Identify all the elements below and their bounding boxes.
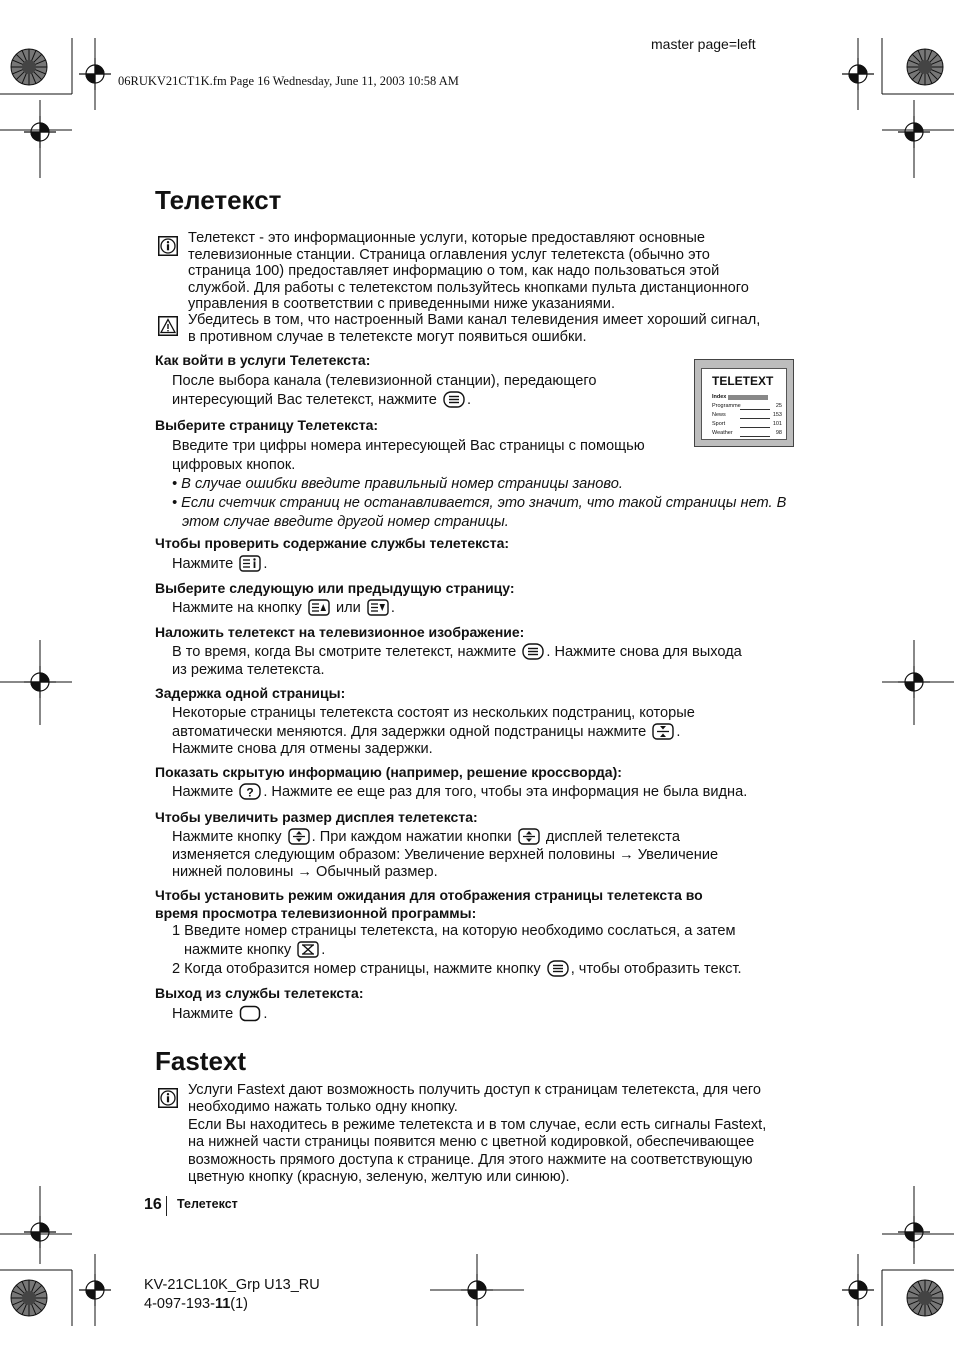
teletext-button-icon (522, 643, 544, 660)
teletext-screen-index: Index (712, 394, 727, 400)
teletext-button-icon (443, 391, 465, 408)
teletext-button-icon (547, 960, 569, 977)
heading-check-contents: Чтобы проверить содержание службы телетекста: (155, 535, 510, 551)
heading-enlarge: Чтобы увеличить размер дисплея телетекста: (155, 809, 478, 825)
warning-icon (158, 316, 178, 336)
master-page-label: master page=left (651, 36, 756, 52)
model-info (144, 1276, 320, 1313)
reveal-text: Нажмите ? . Нажмите ее еще раз для того, чтобы эта информация не была видна. (172, 784, 748, 800)
next-prev-text: Нажмите на кнопку или . (172, 600, 395, 616)
info-icon (158, 1088, 178, 1108)
svg-text:?: ? (246, 785, 254, 800)
heading-reveal: Показать скрытую информацию (например, решение кроссворда): (155, 764, 622, 780)
check-contents-text: Нажмите . (172, 556, 268, 572)
print-header: 06RUKV21CT1K.fm Page 16 Wednesday, June 11, 2003 10:58 AM (118, 74, 459, 88)
index-button-icon (239, 555, 261, 572)
fastext-info: Услуги Fastext дают возможность получить доступ к страницам телетекста, для чего необходимо нажать только одну кнопку. Если Вы находитесь в режиме телетекста и в том случае, если есть сигналы Fastext, на нижней части страницы появится меню с цветной кодировкой, обеспечивающее возможность прямого доступа к странице. Для этого нажмите на соответствующую цветную кнопку (красную, зеленую, желтую или синюю). (188, 1082, 767, 1186)
enter-text: После выбора канала (телевизионной станции), передающего интересующий Вас телетекст, нажмите . (172, 373, 597, 408)
enlarge-button-icon (518, 828, 540, 845)
teletext-row: Sport 101 (712, 421, 782, 427)
heading-overlay: Наложить телетекст на телевизионное изображение: (155, 624, 525, 640)
select-page-text: Введите три цифры номера интересующей Вас страницы с помощью цифровых кнопок. • В случае ошибки введите правильный номер страницы заново. • Если счетчик страниц не останавливается, это значит, что такой страницы нет. В этом случае введите другой номер страницы. (172, 438, 787, 530)
teletext-row: News 153 (712, 412, 782, 418)
page-title-teletext: Телетекст (155, 185, 282, 215)
enlarge-text: Нажмите кнопку . При каждом нажатии кнопки дисплей телетекста изменяется следующим образом: Увеличение верхней половины → Увеличение нижней половины → Обычный размер. (172, 829, 719, 880)
teletext-index-bar (728, 395, 768, 400)
page-number: 16 (144, 1196, 162, 1213)
heading-select-page: Выберите страницу Телетекста: (155, 417, 379, 433)
footer-section-name: Телетекст (177, 1197, 238, 1211)
teletext-info: Телетекст - это информационные услуги, которые предоставляют основные телевизионные станции. Страница оглавления услуг телетекста (обычно это страница 100) предоставляет информацию о том, как надо пользоваться этой службой. Для работы с телетекстом пользуйтесь кнопками пульта дистанционного управления в соответствии с приведенными ниже указаниями. (188, 230, 749, 313)
heading-exit: Выход из службы телетекста: (155, 985, 364, 1001)
hold-text: Некоторые страницы телетекста состоят из нескольких подстраниц, которые автоматически меняются. Для задержки одной подстраницы нажмите . Нажмите снова для отмены задержки. (172, 705, 695, 757)
document-code: 4-097-193-11(1) (144, 1295, 249, 1312)
teletext-row: Weather 98 (712, 430, 782, 436)
standby-steps: 1 Введите номер страницы телетекста, на которую необходимо сослаться, а затем нажмите кнопку . 2 Когда отобразится номер страницы, нажмите кнопку , чтобы отобразить текст. (172, 923, 742, 977)
reveal-button-icon (239, 783, 261, 800)
heading-standby: Чтобы установить режим ожидания для отображения страницы телетекста во время просмотра телевизионной программы: (155, 887, 703, 921)
page-title-fastext: Fastext (155, 1046, 247, 1076)
heading-hold: Задержка одной страницы: (155, 685, 346, 701)
info-icon (158, 236, 178, 256)
cancel-button-icon (297, 941, 319, 958)
enlarge-button-icon (288, 828, 310, 845)
teletext-row: Programme 25 (712, 403, 782, 409)
exit-text: Нажмите . (172, 1006, 268, 1022)
teletext-warning: Убедитесь в том, что настроенный Вами канал телевидения имеет хороший сигнал, в противном случае в телетексте могут появиться ошибки. (188, 312, 761, 345)
overlay-text: В то время, когда Вы смотрите телетекст, нажмите . Нажмите снова для выхода из режима телетекста. (172, 644, 742, 678)
teletext-screen-title: TELETEXT (712, 374, 774, 388)
tv-button-icon (239, 1005, 261, 1022)
model-name: KV-21CL10K_Grp U13_RU (144, 1277, 320, 1293)
hold-button-icon (652, 723, 674, 740)
page-up-icon (308, 599, 330, 616)
footer-divider (166, 1196, 167, 1216)
heading-next-prev: Выберите следующую или предыдущую страницу: (155, 580, 515, 596)
page-down-icon (367, 599, 389, 616)
heading-enter: Как войти в услуги Телетекста: (155, 352, 371, 368)
